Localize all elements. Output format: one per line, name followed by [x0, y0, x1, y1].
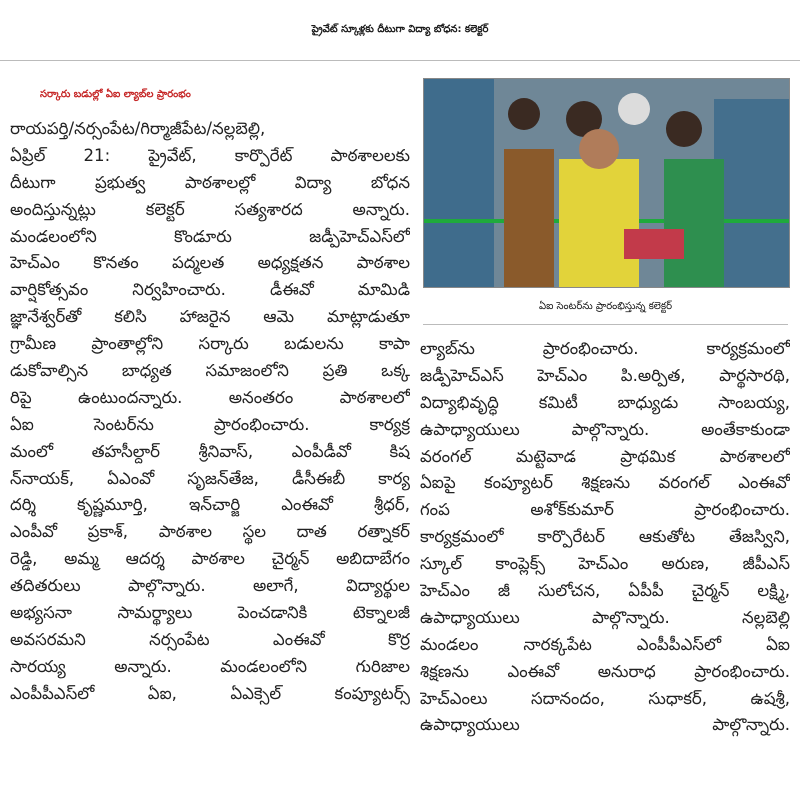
body-line: దీటుగా ప్రభుత్వ పాఠశాలల్లో విద్యా బోధన: [10, 172, 410, 192]
body-line: అవసరమని నర్సంపేట ఎంఈవో కొర్ర: [10, 629, 410, 649]
body-line: డుకోవాల్సిన బాధ్యత సమాజంలోని ప్రతి ఒక్క: [10, 361, 410, 381]
body-line: తదితరులు పాల్గొన్నారు. అలాగే, విద్యార్థుల: [10, 576, 410, 596]
photo-illustration: [424, 79, 789, 287]
news-photo: [423, 78, 790, 288]
body-line: ఎంపీవో ప్రకాశ్, పాఠశాల స్థల దాత రత్నాకర్: [10, 522, 410, 542]
body-line: వార్షికోత్సవం నిర్వహించారు. డీఈవో మామిడి: [10, 280, 410, 300]
body-line: జ్ఞానేశ్వర్‌తో కలిసి హాజరైన ఆమె మాట్లాడుతూ: [10, 307, 410, 327]
body-line: ఏఐపై కంప్యూటర్ శిక్షణను వరంగల్ ఎంఈవో: [420, 473, 790, 493]
body-line: హెచ్‌ఎం జీ సులోచన, ఏపీపీ చైర్మన్ లక్ష్మి,: [420, 581, 790, 601]
body-line: ఏప్రిల్ 21: ప్రైవేట్, కార్పొరేట్ పాఠశాలలకు: [10, 145, 410, 165]
body-line: హెచ్‌ఎంలు సదానందం, సుధాకర్, ఉషశ్రీ,: [420, 688, 790, 708]
body-line: రెడ్డి, అమ్మ ఆదర్శ పాఠశాల చైర్మన్ అబిదాబేగం: [10, 549, 410, 569]
headline: ప్రైవేట్ స్కూళ్లకు దీటుగా విద్యా బోధన: కలెక్టర్: [0, 0, 800, 61]
body-line: మండలం నారక్కపేట ఎంపీపీఎస్‌లో ఏఐ: [420, 634, 790, 654]
body-line: ఉపాధ్యాయులు పాల్గొన్నారు. అంతేకాకుండా: [420, 419, 790, 439]
body-line: రాయపర్తి/నర్సంపేట/గిర్మాజీపేట/నల్లబెల్లి,: [10, 119, 266, 138]
body-line: అభ్యసనా సామర్థ్యాలు పెంచడానికి టెక్నాలజీ: [10, 603, 410, 623]
subheadline: సర్కారు బడుల్లో ఏఐ ల్యాబ్‌ల ప్రారంభం: [40, 89, 191, 100]
body-line: స్కూల్ కాంప్లెక్స్ హెచ్‌ఎం అరుణ, జీపీఎస్: [420, 554, 790, 574]
body-line: కార్యక్రమంలో కార్పొరేటర్ ఆకుతోట తేజస్విని,: [420, 527, 790, 547]
body-line: జడ్పీహెచ్‌ఎస్ హెచ్‌ఎం పి.అర్పిత, పార్థసారథి,: [420, 365, 790, 385]
right-column: [420, 336, 790, 739]
photo-caption: ఏఐ సెంటర్‌ను ప్రారంభిస్తున్న కలెక్టర్: [423, 290, 788, 325]
body-line: మంలో తహసీల్దార్ శ్రీనివాస్, ఎంపీడీవో కిష: [10, 441, 410, 461]
body-line: సారయ్య అన్నారు. మండలంలోని గురిజాల: [10, 656, 410, 676]
body-line: మండలంలోని కొండూరు జడ్పీహెచ్‌ఎస్‌లో: [10, 226, 410, 246]
body-line: విద్యాభివృద్ధి కమిటీ బాధ్యుడు సాంబయ్య,: [420, 392, 790, 412]
body-line: వరంగల్ మట్టెవాడ ప్రాథమిక పాఠశాలలో: [420, 446, 790, 466]
body-line: దర్శి కృష్ణమూర్తి, ఇన్‌చార్జి ఎంఈవో శ్రీధర్,: [10, 495, 410, 515]
body-line: ఉపాధ్యాయులు పాల్గొన్నారు. నల్లబెల్లి: [420, 607, 790, 627]
body-line: శిక్షణను ఎంఈవో అనురాధ ప్రారంభించారు.: [420, 661, 790, 681]
body-line: ఎంపీపీఎస్‌లో ఏఐ, ఏఎక్సెల్ కంప్యూటర్స్: [10, 683, 410, 703]
body-line: గ్రామీణ ప్రాంతాల్లోని సర్కారు బడులను కాపా: [10, 334, 410, 354]
body-line: అందిస్తున్నట్లు కలెక్టర్ సత్యశారద అన్నారు.: [10, 199, 410, 219]
body-line: న్‌నాయక్, ఏఎంవో సృజన్‌తేజ, డీసీఈబీ కార్య: [10, 468, 410, 488]
body-line: ల్యాబ్‌ను ప్రారంభించారు. కార్యక్రమంలో: [420, 339, 790, 358]
body-line: హెచ్‌ఎం కొనతం పద్మలత అధ్యక్షతన పాఠశాల: [10, 253, 410, 273]
body-line: గంప అశోక్‌కుమార్ ప్రారంభించారు.: [420, 500, 790, 520]
body-line: ఏఐ సెంటర్‌ను ప్రారంభించారు. కార్యక్ర: [10, 414, 410, 434]
left-column: [10, 116, 410, 708]
body-line: రిపై ఉంటుందన్నారు. అనంతరం పాఠశాలలో: [10, 387, 410, 407]
body-line: ఉపాధ్యాయులు పాల్గొన్నారు.: [420, 715, 790, 735]
